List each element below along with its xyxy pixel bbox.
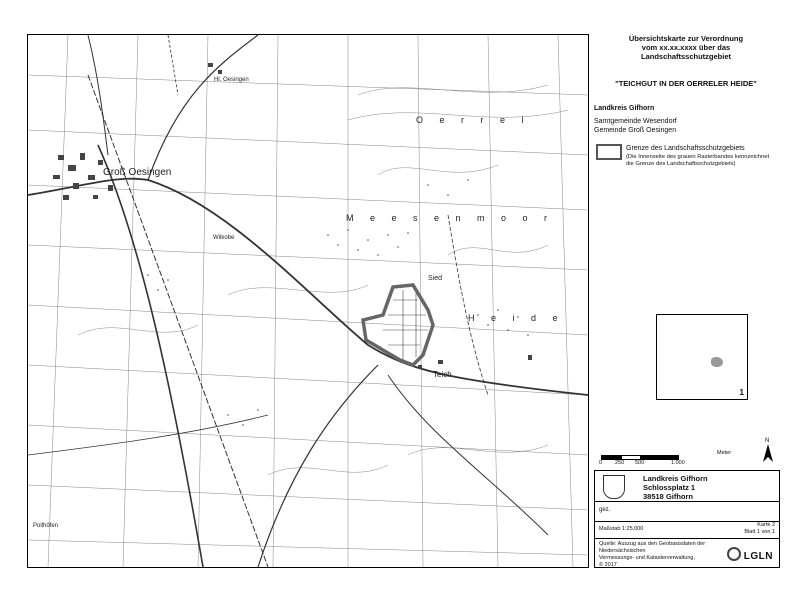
scale-tick: 0 bbox=[599, 460, 603, 466]
title-line: Übersichtskarte zur Verordnung bbox=[628, 34, 744, 43]
lgln-logo-icon bbox=[727, 547, 741, 561]
label-gross-oesingen: Groß Oesingen bbox=[103, 167, 172, 178]
scale-tick: 500 bbox=[635, 460, 645, 466]
source-line: Vermessungs- und Katasterverwaltung, bbox=[599, 555, 695, 561]
ordinance-title bbox=[594, 34, 778, 61]
legend-boundary-symbol bbox=[596, 144, 622, 160]
area-name: "TEICHGUT IN DER OERRELER HEIDE" bbox=[615, 79, 757, 88]
title-block bbox=[594, 470, 780, 568]
sheet-line: Blatt 1 von 1 bbox=[744, 529, 775, 535]
scale-tick: 1.000 bbox=[671, 460, 685, 466]
data-source bbox=[599, 541, 709, 569]
signature-label: gez. bbox=[599, 507, 611, 513]
district-label: Landkreis Gifhorn bbox=[594, 105, 655, 112]
organization-address bbox=[643, 474, 708, 501]
map-scale: Maßstab 1:25.000 bbox=[599, 526, 644, 532]
overview-number: 1 bbox=[739, 388, 744, 397]
coat-of-arms-icon bbox=[603, 475, 625, 499]
label-oerrel: O e r r e l bbox=[416, 115, 531, 125]
source-line: Quelle: Auszug aus den Geobasisdaten der Niedersächsischen bbox=[599, 541, 706, 554]
title-line: vom xx.xx.xxxx über das bbox=[641, 43, 731, 52]
legend-title: Grenze des Landschaftsschutzgebiets bbox=[626, 145, 745, 152]
label-hl-oesingen: Hl. Oesingen bbox=[214, 77, 249, 83]
label-meesenmoor: M e e s e n m o o r bbox=[346, 213, 555, 223]
scale-sheet-row bbox=[595, 521, 779, 539]
label-pollhoefen: Pollhöfen bbox=[33, 523, 59, 529]
logo-text: LGLN bbox=[743, 551, 773, 562]
org-line: 38518 Gifhorn bbox=[643, 492, 694, 501]
north-arrow-icon bbox=[762, 444, 774, 462]
overview-map[interactable] bbox=[656, 314, 748, 400]
org-line: Landkreis Gifhorn bbox=[643, 474, 708, 483]
admin-units bbox=[594, 104, 778, 135]
overview-area-marker bbox=[711, 357, 723, 367]
scale-unit: Meter bbox=[717, 450, 732, 456]
north-label: N bbox=[765, 438, 770, 444]
scale-tick: 250 bbox=[615, 460, 625, 466]
topographic-map[interactable] bbox=[27, 34, 589, 568]
title-block-header bbox=[595, 471, 779, 502]
label-sied: Sied bbox=[428, 275, 443, 282]
source-line: © 2017 bbox=[599, 562, 617, 568]
lgln-logo bbox=[727, 547, 773, 562]
label-teich: Teich bbox=[433, 370, 452, 379]
municipality-2: Gemeinde Groß Oesingen bbox=[594, 127, 677, 134]
legend-note: (Die Innenseite des grauen Rasterbandes kennzeichnet die Grenze des Landschaftsschutzgebiets) bbox=[626, 154, 770, 167]
title-line: Landschaftsschutzgebiet bbox=[640, 52, 731, 61]
org-line: Schlossplatz 1 bbox=[643, 483, 696, 492]
sheet-line: Karte 2 bbox=[757, 522, 775, 528]
sheet-info bbox=[744, 522, 775, 536]
scale-bar bbox=[599, 450, 739, 470]
map-sidebar bbox=[594, 34, 778, 167]
label-heide: H e i d e bbox=[468, 313, 565, 323]
label-wilkobe: Wilkobe bbox=[213, 235, 235, 241]
municipality-1: Samtgemeinde Wesendorf bbox=[594, 118, 677, 125]
